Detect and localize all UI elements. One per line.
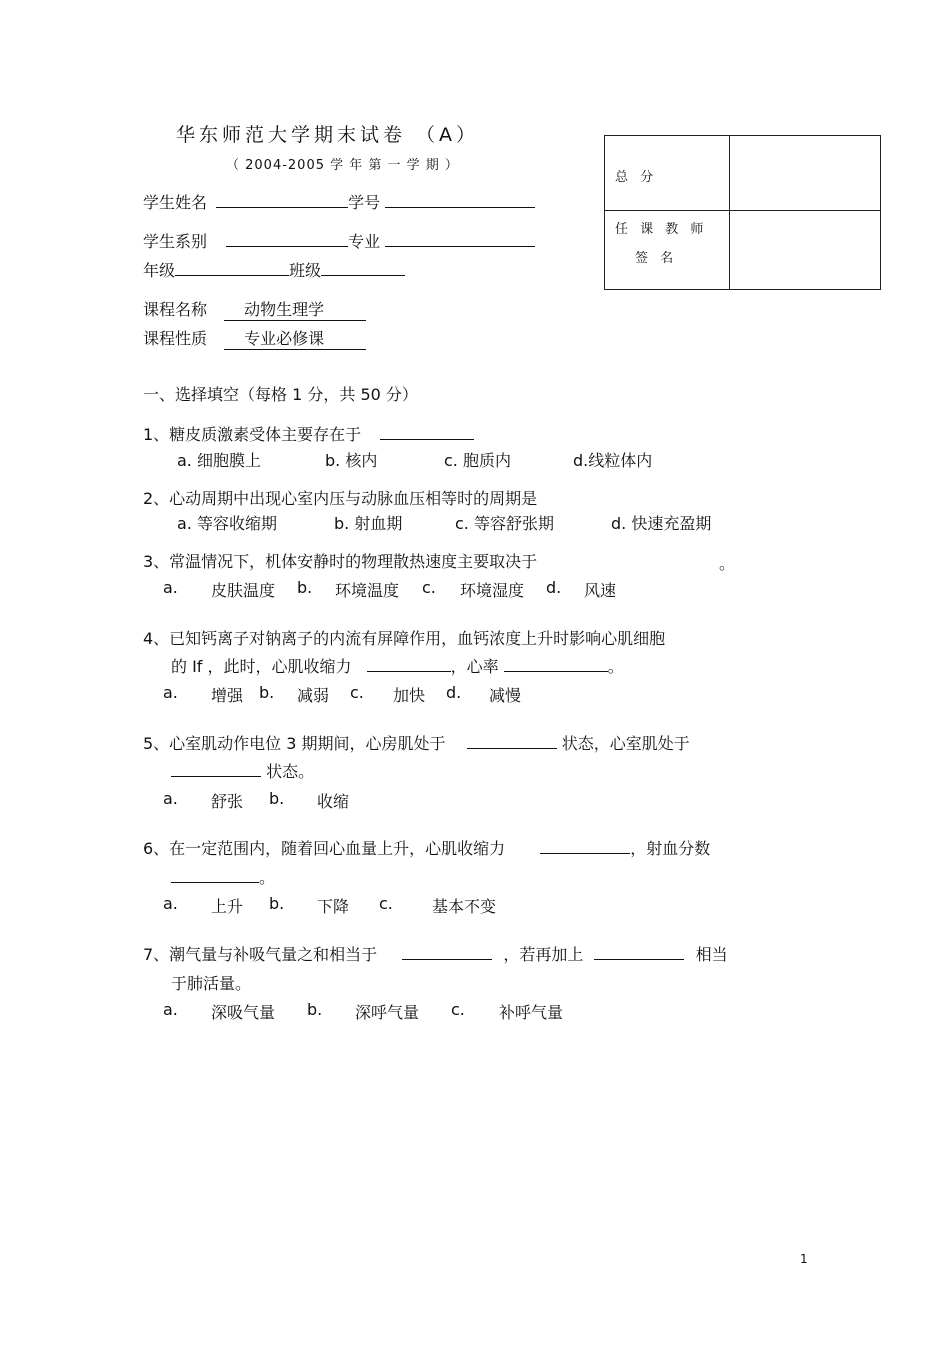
- signature-label: 签 名: [635, 251, 678, 266]
- question-5-text-1a: 5、心室肌动作电位 3 期期间，心房肌处于: [143, 734, 446, 753]
- student-dept-field[interactable]: [226, 231, 348, 247]
- question-4-blank-1[interactable]: [367, 656, 451, 672]
- course-type-value: 专业必修课: [224, 326, 366, 350]
- grade-field[interactable]: [175, 260, 289, 276]
- question-7-text-line2: 于肺活量。: [171, 974, 252, 993]
- student-name-label: 学生姓名: [143, 193, 208, 212]
- question-7-option-a-letter: a.: [163, 1000, 178, 1019]
- question-3-option-a[interactable]: 皮肤温度: [211, 581, 276, 600]
- question-7-text-1c: 相当: [695, 945, 728, 964]
- student-name-row: [143, 190, 535, 213]
- grade-class-row: [143, 258, 405, 281]
- question-2-text: 2、心动周期中出现心室内压与动脉血压相等时的周期是: [143, 489, 538, 508]
- question-6-option-b[interactable]: 下降: [317, 897, 350, 916]
- question-2-option-a[interactable]: a. 等容收缩期: [177, 514, 277, 533]
- question-3-option-b[interactable]: 环境温度: [335, 581, 400, 600]
- score-box: [604, 135, 881, 290]
- question-6-option-c-letter: c.: [379, 894, 393, 913]
- teacher-label: 任 课 教 师: [615, 222, 708, 237]
- class-field[interactable]: [321, 260, 405, 276]
- question-4-option-d[interactable]: 减慢: [489, 686, 522, 705]
- question-4-text-line2: [171, 654, 624, 677]
- question-6-option-c[interactable]: 基本不变: [432, 897, 497, 916]
- question-1-text: 1、糖皮质激素受体主要存在于: [143, 425, 362, 444]
- question-6-text-line2: [171, 865, 275, 888]
- class-label: 班级: [289, 261, 322, 280]
- question-1-option-c[interactable]: c. 胞质内: [444, 451, 511, 470]
- student-dept-label: 学生系别: [143, 232, 208, 251]
- question-3-option-d[interactable]: 风速: [584, 581, 617, 600]
- question-5-text-line1: [143, 731, 690, 754]
- question-4-text-2c: 。: [607, 657, 624, 676]
- question-1-blank[interactable]: [380, 424, 474, 440]
- score-box-divider-h: [605, 210, 880, 211]
- total-score-label: 总 分: [615, 170, 658, 185]
- question-7-option-b-letter: b.: [307, 1000, 323, 1019]
- question-3-option-b-letter: b.: [297, 578, 313, 597]
- question-2-option-b[interactable]: b. 射血期: [334, 514, 403, 533]
- question-6-option-a[interactable]: 上升: [211, 897, 244, 916]
- question-6-blank-2[interactable]: [171, 867, 259, 883]
- question-5-text-line2: [171, 759, 314, 782]
- question-1-option-d[interactable]: d.线粒体内: [573, 451, 653, 470]
- student-id-field[interactable]: [385, 192, 535, 208]
- exam-subtitle: （ 2004-2005 学 年 第 一 学 期 ）: [226, 158, 459, 173]
- question-3-end: 。: [719, 554, 736, 573]
- question-4-option-a[interactable]: 增强: [211, 686, 244, 705]
- page-number: 1: [800, 1252, 808, 1266]
- question-6-option-b-letter: b.: [269, 894, 285, 913]
- question-5-text-1b: 状态，心室肌处于: [561, 734, 690, 753]
- question-4-text-2b: ，心率: [450, 657, 499, 676]
- question-5-option-b[interactable]: 收缩: [317, 792, 350, 811]
- question-7-option-b[interactable]: 深呼气量: [355, 1003, 420, 1022]
- course-type-row: [143, 326, 366, 350]
- student-dept-row: [143, 229, 535, 252]
- question-4-option-c[interactable]: 加快: [393, 686, 426, 705]
- question-5-option-b-letter: b.: [269, 789, 285, 808]
- student-name-field[interactable]: [216, 192, 348, 208]
- question-6-text-line1: [143, 836, 710, 859]
- question-4-option-d-letter: d.: [446, 683, 462, 702]
- student-id-label: 学号: [348, 193, 381, 212]
- course-name-row: [143, 297, 366, 321]
- question-5-blank-2[interactable]: [171, 761, 261, 777]
- course-name-value: 动物生理学: [224, 297, 366, 321]
- question-7-option-c-letter: c.: [451, 1000, 465, 1019]
- question-6-text-1b: ，射血分数: [630, 839, 711, 858]
- question-7-option-c[interactable]: 补呼气量: [499, 1003, 564, 1022]
- question-4-text-2a: 的 If ，此时，心肌收缩力: [171, 657, 352, 676]
- question-2-option-d[interactable]: d. 快速充盈期: [611, 514, 712, 533]
- course-name-label: 课程名称: [143, 300, 208, 319]
- question-1-option-b[interactable]: b. 核内: [325, 451, 378, 470]
- grade-label: 年级: [143, 261, 176, 280]
- teacher-signature-field[interactable]: [731, 212, 880, 289]
- question-4-option-b[interactable]: 减弱: [297, 686, 330, 705]
- question-5-option-a-letter: a.: [163, 789, 178, 808]
- question-5-blank-1[interactable]: [467, 733, 557, 749]
- question-3-text: 3、常温情况下，机体安静时的物理散热速度主要取决于: [143, 552, 538, 571]
- question-4-option-b-letter: b.: [259, 683, 275, 702]
- question-7-option-a[interactable]: 深吸气量: [211, 1003, 276, 1022]
- question-6-blank-1[interactable]: [540, 838, 630, 854]
- question-3-option-a-letter: a.: [163, 578, 178, 597]
- question-4-option-a-letter: a.: [163, 683, 178, 702]
- question-7-blank-1[interactable]: [402, 944, 492, 960]
- question-7-blank-2[interactable]: [594, 944, 684, 960]
- major-label: 专业: [348, 232, 381, 251]
- question-7-text-1b: ，若再加上: [503, 945, 584, 964]
- total-score-field[interactable]: [731, 136, 880, 209]
- question-7-text-line1: [143, 942, 728, 965]
- question-6-text-2: 。: [259, 868, 276, 887]
- major-field[interactable]: [385, 231, 535, 247]
- question-5-option-a[interactable]: 舒张: [211, 792, 244, 811]
- question-2-option-c[interactable]: c. 等容舒张期: [455, 514, 554, 533]
- question-1: [143, 422, 474, 445]
- question-6-text-1a: 6、在一定范围内，随着回心血量上升，心肌收缩力: [143, 839, 506, 858]
- question-4-blank-2[interactable]: [504, 656, 608, 672]
- question-3-option-c[interactable]: 环境湿度: [460, 581, 525, 600]
- section-heading: 一、选择填空（每格 1 分，共 50 分）: [143, 385, 418, 404]
- question-3-option-d-letter: d.: [546, 578, 562, 597]
- question-4-text-line1: 4、已知钙离子对钠离子的内流有屏障作用，血钙浓度上升时影响心肌细胞: [143, 629, 666, 648]
- question-5-text-2: 状态。: [266, 762, 315, 781]
- question-6-option-a-letter: a.: [163, 894, 178, 913]
- question-4-option-c-letter: c.: [350, 683, 364, 702]
- question-1-option-a[interactable]: a. 细胞膜上: [177, 451, 261, 470]
- question-3-option-c-letter: c.: [422, 578, 436, 597]
- question-7-text-1a: 7、潮气量与补吸气量之和相当于: [143, 945, 378, 964]
- exam-title: 华东师范大学期末试卷 （A）: [176, 124, 480, 146]
- score-box-divider-v: [729, 136, 730, 289]
- course-type-label: 课程性质: [143, 329, 208, 348]
